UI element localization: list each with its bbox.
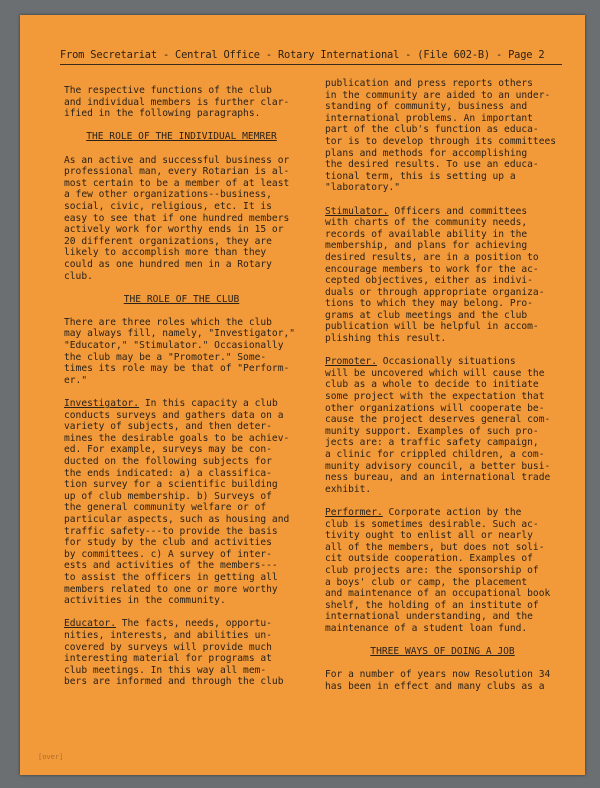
promoter-title: Promoter. [325,356,377,368]
right-column [325,78,560,704]
individual-member-paragraph: As an active and successful business or professional man, every Rotarian is al- most certain to be a member of at least a few other organizations--business, social, civic, religious, etc. It is easy to see that if one hundred members actively work for worthy ends in 15 or 20 different organizations, they are likely to accomplish more than they could as one hundred men in a Rotary club. [64,154,290,282]
educator-continued-paragraph: publication and press reports others in the community are aided to an under- standing of community, business and international problems. An important part of the club's function as educa- tor is to develop through its committees plans and methods for accomplishing the desired results. To use an educa- tional term, this is setting up a "laboratory." [325,78,557,194]
educator-title: Educator. [64,618,116,630]
stimulator-paragraph [325,206,560,345]
heading-three-ways: THREE WAYS OF DOING A JOB [370,646,515,658]
investigator-text: In this capacity a club conducts surveys and gathers data on a variety of subjects, and then deter- mines the desirable goals to be achiev- ed. For example, surveys may be con- ducted on the following subjects for the ends indicated: a) a classifica- tion survey for a scientific building up of club membership. b) Surveys of the general community welfare or of particular aspects, such as housing and traffic safety---to provide the basis for study by the club and activities by committees. c) A survey of inter- ests and activities of the members--- to assist the officers in getting all members related to one or more worthy activities in the community. [64,398,290,607]
intro-paragraph: The respective functions of the club and individual members is further clar- ified in the following paragraphs. [64,85,290,120]
document-page [20,15,585,775]
educator-paragraph [64,618,299,688]
performer-title: Performer. [325,506,383,518]
heading-individual-member: THE ROLE OF THE INDIVIDUAL MEMRER [86,131,277,143]
footnote: [over] [38,753,64,761]
header-rule [60,64,562,65]
heading-role-of-club: THE ROLE OF THE CLUB [123,293,240,305]
left-column [64,85,299,699]
final-paragraph: For a number of years now Resolution 34 has been in effect and many clubs as a [325,669,551,692]
investigator-paragraph [64,398,299,607]
performer-text: Corporate action by the club is sometimes desirable. Such ac- tivity ought to enlist all or nearly all of the members, but does not soli- cit outside cooperation. Examples of club projects are: the sponsorship of a boys' club or camp, the placement and maintenance of an occupational book shelf, the holding of an institute of international understanding, and the maintenance of a student loan fund. [325,506,551,634]
investigator-title: Investigator. [64,398,140,410]
performer-paragraph [325,507,560,635]
educator-text: The facts, needs, opportu- nities, interests, and abilities un- covered by surveys will provide much interesting material for programs at club meetings. In this way all mem- bers are informed and through the club [64,618,284,688]
stimulator-text: Officers and committees with charts of the community needs, records of available ability in the membership, and plans for achieving desired results, are in a position to encourage members to work for the ac- cepted objectives, either as indivi- duals or through appropriate organiza- tions to which they may belong. Pro- grams at club meetings and the club publication will be helpful in accom- plishing this result. [325,205,545,345]
promoter-paragraph [325,356,560,495]
club-roles-paragraph: There are three roles which the club may always fill, namely, "Investigator," "Educator," "Stimulator." Occasionally the club may be a "Promoter." Some- times its role may be that of "Perform- er." [64,316,296,386]
stimulator-title: Stimulator. [325,205,389,217]
promoter-text: Occasionally situations will be uncovered which will cause the club as a whole to decide to initiate some project with the expectation that other organizations will cooperate be- cause the project deserves general com- munity support. Examples of such pro- jects are: a traffic safety campaign, a clinic for crippled children, a com- munity advisory council, a better busi- ness bureau, and an international trade exhibit. [325,356,551,495]
page-header: From Secretariat - Central Office - Rotary International - (File 602-B) - Page 2 [60,49,545,61]
